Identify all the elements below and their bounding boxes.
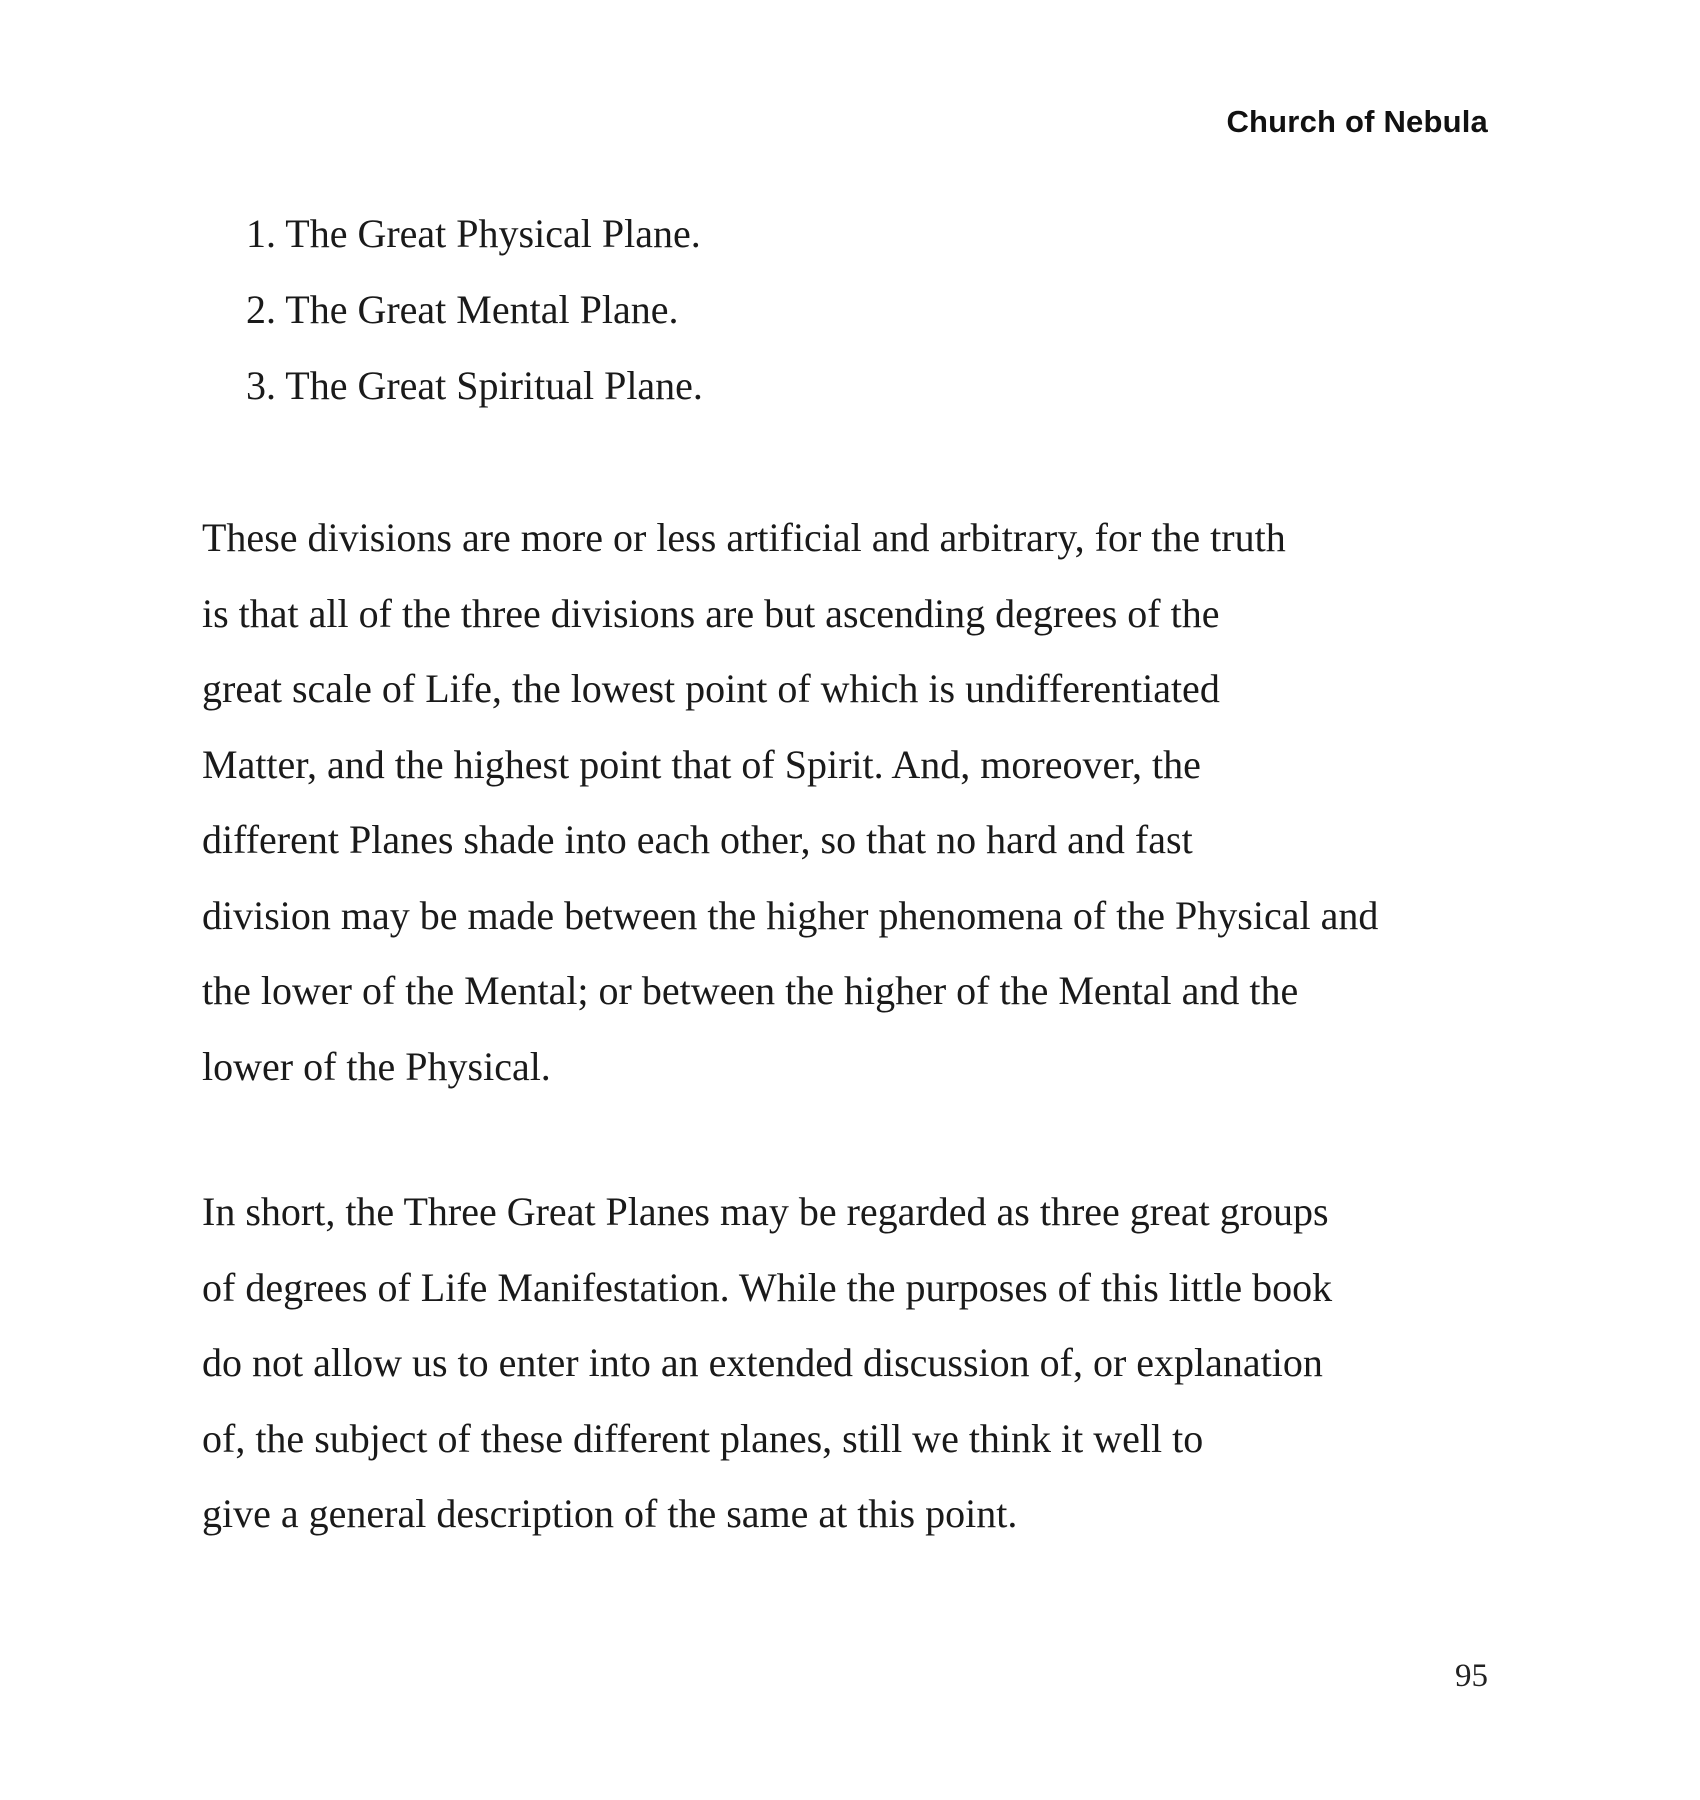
- paragraph-line: lower of the Physical.: [202, 1043, 551, 1089]
- page-number: 95: [1455, 1658, 1488, 1694]
- plane-list: [246, 196, 703, 424]
- paragraph-line: is that all of the three divisions are but ascending degrees of the: [202, 590, 1220, 636]
- list-item: 2. The Great Mental Plane.: [246, 287, 679, 332]
- paragraph-line: give a general description of the same at this point.: [202, 1491, 1018, 1536]
- paragraph-line: of, the subject of these different planes, still we think it well to: [202, 1415, 1204, 1461]
- paragraph-line: do not allow us to enter into an extended discussion of, or explanation: [202, 1340, 1323, 1385]
- paragraph-line: These divisions are more or less artificial and arbitrary, for the truth: [202, 515, 1286, 560]
- paragraph-line: In short, the Three Great Planes may be regarded as three great groups: [202, 1189, 1329, 1234]
- paragraph-line: the lower of the Mental; or between the higher of the Mental and the: [202, 968, 1299, 1013]
- paragraph-line: great scale of Life, the lowest point of which is undifferentiated: [202, 666, 1220, 711]
- paragraph-line: of degrees of Life Manifestation. While the purposes of this little book: [202, 1264, 1333, 1310]
- list-item: 3. The Great Spiritual Plane.: [246, 363, 703, 408]
- running-header: Church of Nebula: [1226, 104, 1488, 139]
- paragraph-line: division may be made between the higher phenomena of the Physical and: [202, 892, 1379, 938]
- paragraph-line: Matter, and the highest point that of Spirit. And, moreover, the: [202, 741, 1201, 787]
- body-paragraph: [202, 500, 1378, 1104]
- list-item: 1. The Great Physical Plane.: [246, 211, 701, 256]
- body-paragraph: [202, 1174, 1332, 1552]
- paragraph-line: different Planes shade into each other, so that no hard and fast: [202, 817, 1193, 862]
